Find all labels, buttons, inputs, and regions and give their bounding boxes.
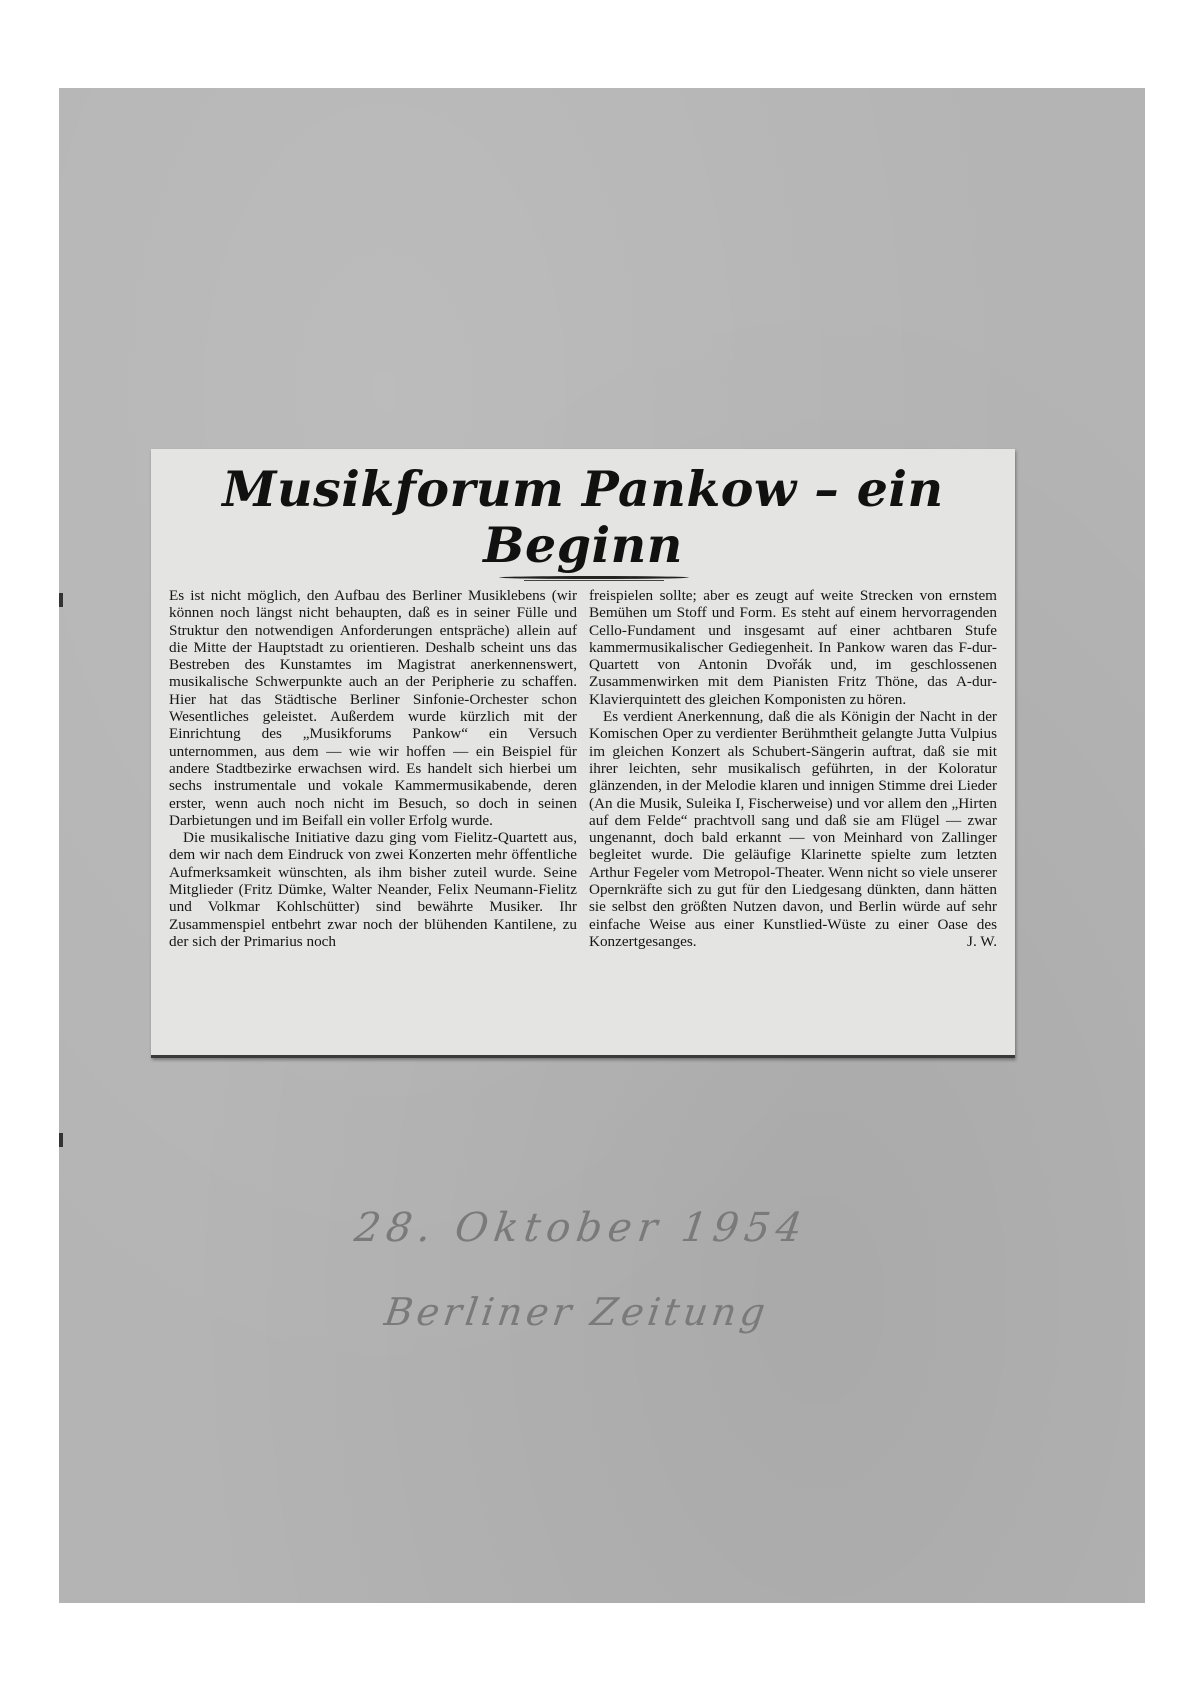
headline-rule [169,573,997,585]
article-headline: Musikforum Pankow – ein Beginn [222,460,944,574]
paragraph: Es ist nicht möglich, den Aufbau des Berliner Musiklebens (wir können noch längst nicht behaupten, daß es in seiner Fülle und Struktur den notwendigen Anforderungen entspräche) allein auf die Mitte der Hauptstadt zu orientieren. Deshalb scheint uns das Bestreben des Kunstamtes im Magistrat anerkennenswert, musikalische Schwerpunkte auch an der Peripherie zu schaffen. Hier hat das Städtische Berliner Sinfonie-Orchester schon Wesentliches geleistet. Außerdem wurde kürzlich mit der Einrichtung des „Musikforums Pankow“ ein Versuch unternommen, aus dem — wie wir hoffen — ein Beispiel für andere Stadtbezirke erwachsen wird. Es handelt sich hierbei um sechs instrumentale und vokale Kammermusikabende, deren erster, wenn auch noch nicht im Besuch, so doch in seinen Darbietungen und im Beifall ein voller Erfolg wurde. [169,587,577,829]
paragraph: freispielen sollte; aber es zeugt auf weite Strecken von ernstem Bemühen um Stoff und Form. Es steht auf einem hervorragenden Cello-Fundament und insgesamt auf einer achtbaren Stufe kammermusikalischer Gediegenheit. In Pankow waren das F-dur-Quartett von Antonin Dvořák und, im geschlossenen Zusammenwirken mit dem Pianisten Fritz Thöne, das A-dur-Klavierquintett des gleichen Komponisten zu hören. [589,587,997,708]
paragraph: Die musikalische Initiative dazu ging vom Fielitz-Quartett aus, dem wir nach dem Eindruck von zwei Konzerten mehr öffentliche Aufmerksamkeit wünschten, als ihm bisher zuteil wurde. Seine Mitglieder (Fritz Dümke, Walter Neander, Felix Neumann-Fielitz und Volkmar Kohlschütter) sind bewährte Musiker. Ihr Zusammenspiel entbehrt zwar noch der blühenden Kantilene, zu der sich der Primarius noch [169,829,577,950]
paragraph: Es verdient Anerkennung, daß die als Königin der Nacht in der Komischen Oper zu verdienter Berühmtheit gelangte Jutta Vulpius im gleichen Konzert als Schubert-Sängerin auftrat, daß sie mit ihrer leichten, sehr musikalisch geführten, in der Koloratur glänzenden, in der Melodie klaren und innigen Stimme drei Lieder (An die Musik, Suleika I, Fischerweise) und vor allem den „Hirten auf dem Felde“ prachtvoll sang und daß sie am Flügel — zwar ungenannt, doch bald erkannt — von Meinhard von Zallinger begleitet wurde. Die geläufige Klarinette spielte zum letzten Arthur Fegeler vom Metropol-Theater. Wenn nicht so viele unserer Opernkräfte sich zu gut für den Liedgesang dünkten, dann hätten sie selbst den größten Nutzen davon, und Berlin würde auf sehr einfache Weise aus einer Kunstlied-Wüste zu einer Oase des Konzertgesanges. [589,708,997,950]
newspaper-clipping [151,449,1015,1058]
edge-mark [59,1133,63,1147]
handwritten-source: Berliner Zeitung [381,1290,772,1334]
author-signature: J. W. [967,932,997,950]
left-column [169,587,577,950]
handwritten-date: 28. Oktober 1954 [351,1205,811,1251]
edge-mark [59,593,63,607]
right-column [589,587,997,950]
article-body [169,587,997,950]
